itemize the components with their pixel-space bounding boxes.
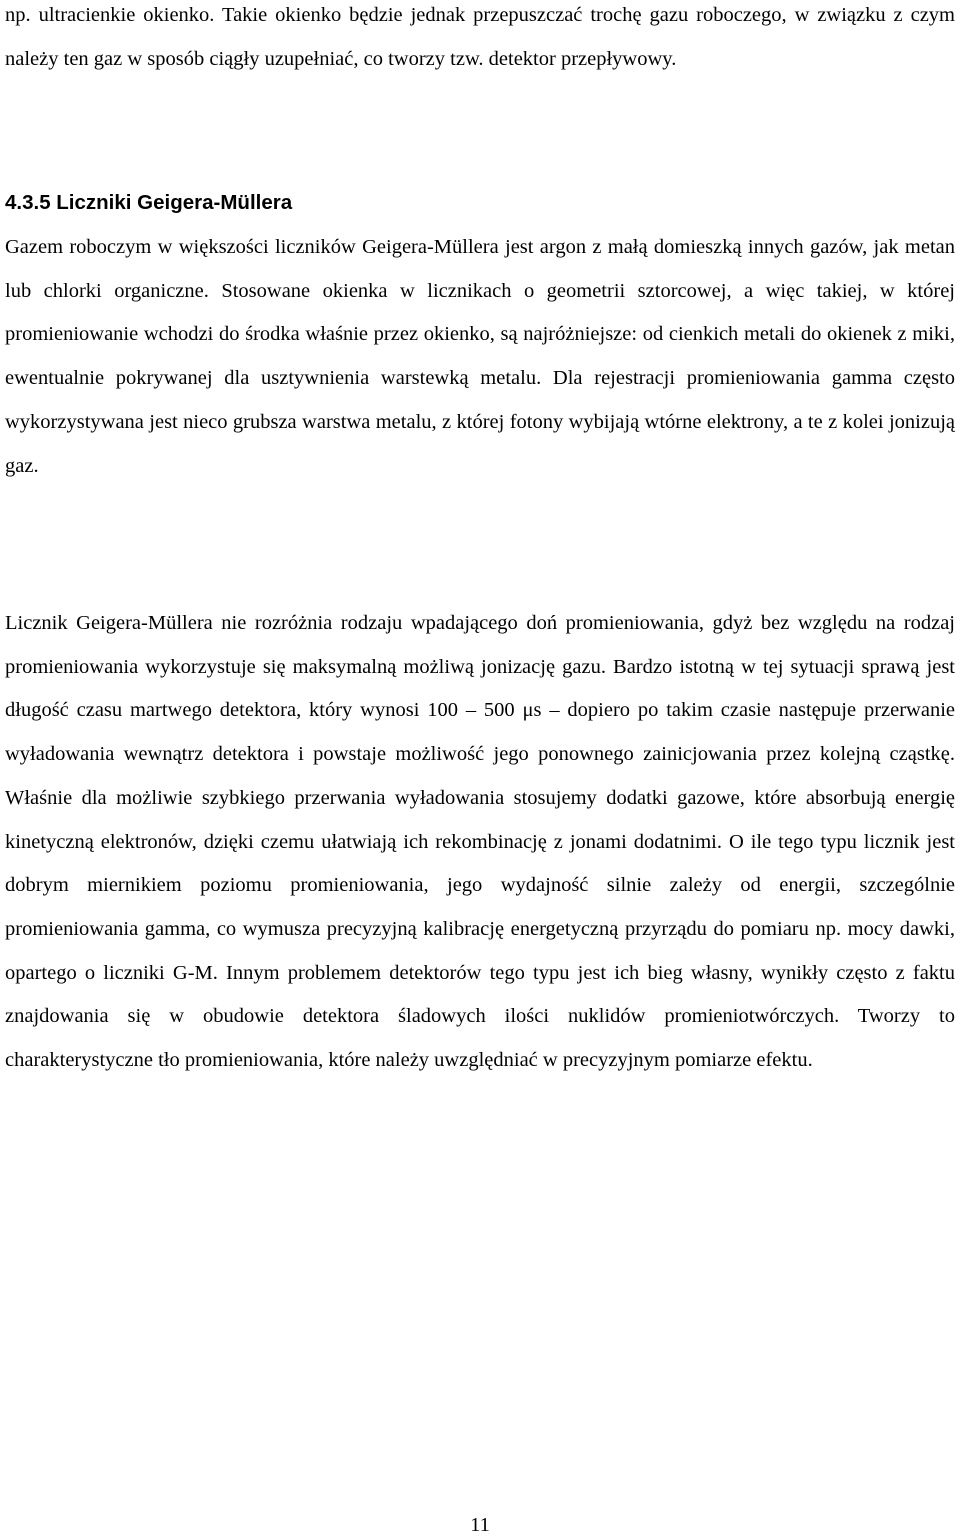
intro-paragraph: np. ultracienkie okienko. Takie okienko będzie jednak przepuszczać trochę gazu roboczego, w związku z czym należy ten gaz w sposób ciągły uzupełniać, co tworzy tzw. detektor przepływowy. [5,4,955,70]
section-heading: 4.3.5 Liczniki Geigera-Müllera [5,191,293,214]
document-page [5,0,955,1072]
page-number: 11 [470,1514,490,1536]
body-paragraph-2: Licznik Geigera-Müllera nie rozróżnia rodzaju wpadającego doń promieniowania, gdyż bez względu na rodzaj promieniowania wykorzystuje się maksymalną możliwą jonizację gazu. Bardzo istotną w tej sytuacji sprawą jest długość czasu martwego detektora, który wynosi 100 – 500 μs – dopiero po takim czasie następuje przerwanie wyładowania wewnątrz detektora i powstaje możliwość jego ponownego zainicjowania przez kolejną cząstkę. Właśnie dla możliwie szybkiego przerwania wyładowania stosujemy dodatki gazowe, które absorbują energię kinetyczną elektronów, dzięki czemu ułatwiają ich rekombinację z jonami dodatnimi. O ile tego typu licznik jest dobrym miernikiem poziomu promieniowania, jego wydajność silnie zależy od energii, szczególnie promieniowania gamma, co wymusza precyzyjną kalibrację energetyczną przyrządu do pomiaru np. mocy dawki, opartego o liczniki G-M. Innym problemem detektorów tego typu jest ich bieg własny, wynikły często z faktu znajdowania się w obudowie detektora śladowych ilości nuklidów promieniotwórczych. Tworzy to charakterystyczne tło promieniowania, które należy uwzględniać w precyzyjnym pomiarze efektu. [5,612,955,1072]
body-paragraph-1: Gazem roboczym w większości liczników Geigera-Müllera jest argon z małą domieszką innych gazów, jak metan lub chlorki organiczne. Stosowane okienka w licznikach o geometrii sztorcowej, a więc takiej, w której promieniowanie wchodzi do środka właśnie przez okienko, są najróżniejsze: od cienkich metali do okienek z miki, ewentualnie pokrywanej dla usztywnienia warstewką metalu. Dla rejestracji promieniowania gamma często wykorzystywana jest nieco grubsza warstwa metalu, z której fotony wybijają wtórne elektrony, a te z kolei jonizują gaz. [5,236,955,477]
